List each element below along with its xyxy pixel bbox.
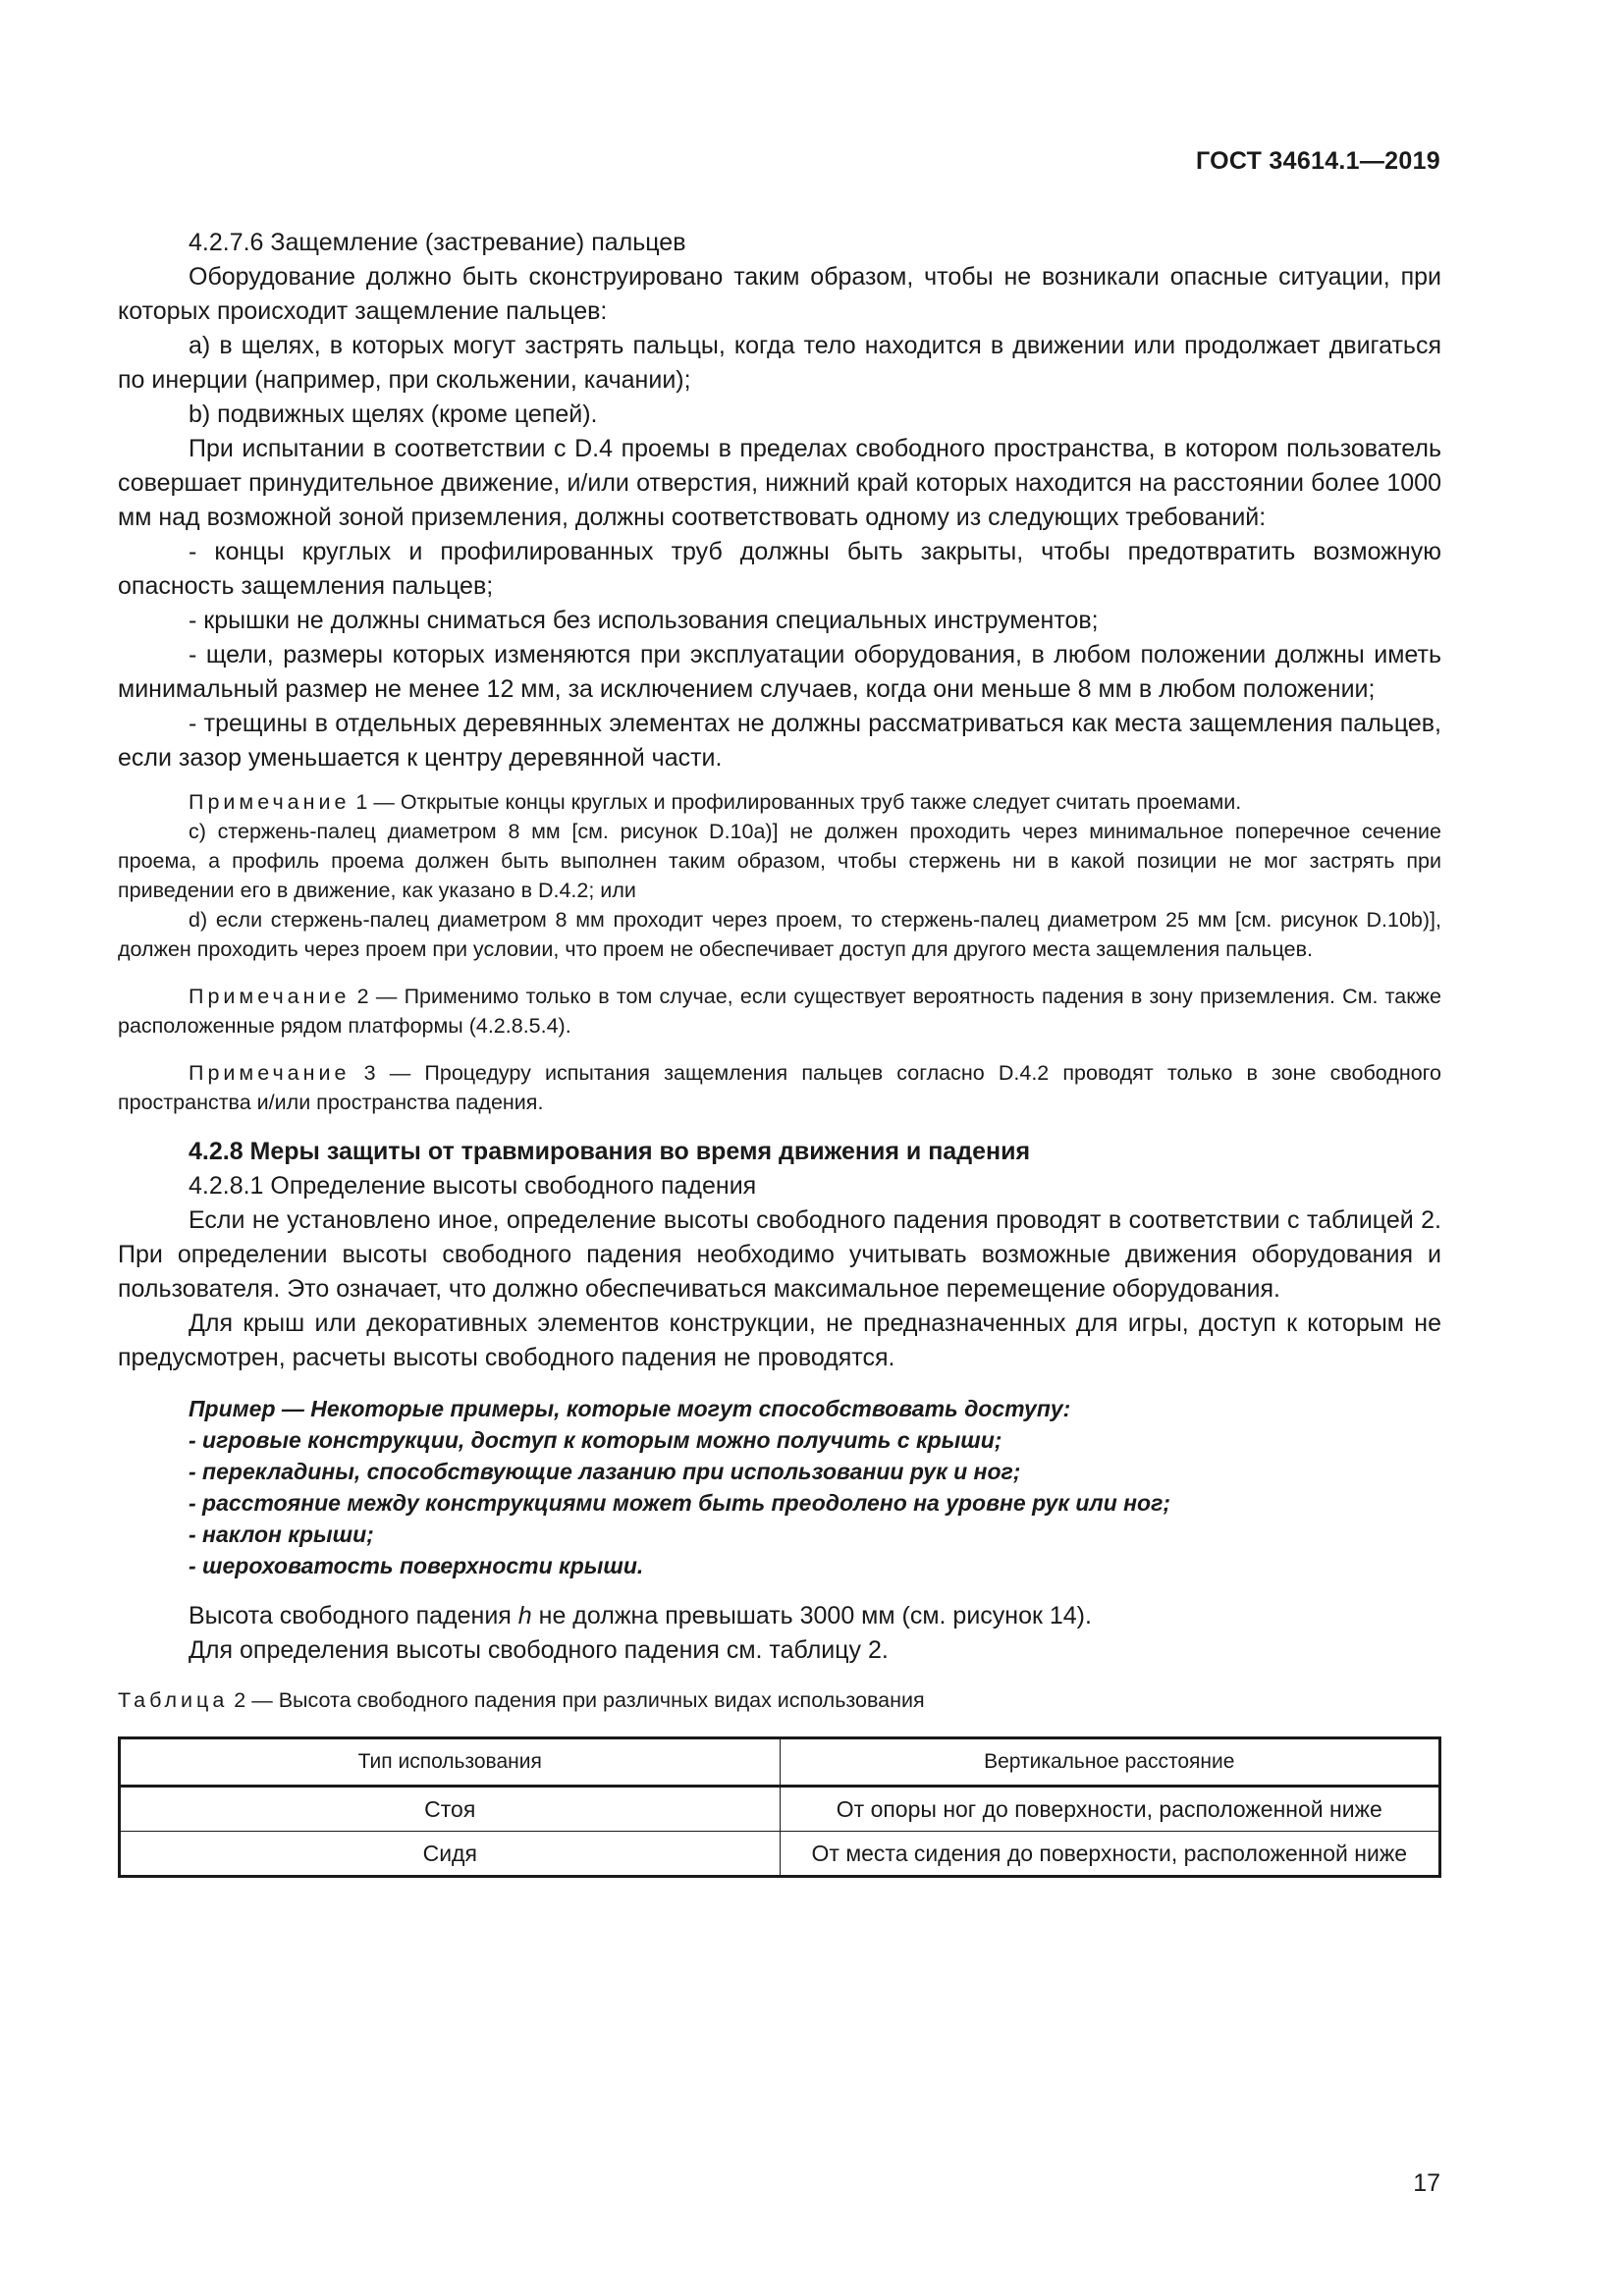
list-item-b: b) подвижных щелях (кроме цепей).: [189, 400, 598, 428]
subsection-heading-4281: 4.2.8.1 Определение высоты свободного падения: [189, 1172, 757, 1200]
table-header-cell: Вертикальное расстояние: [780, 1738, 1440, 1787]
document-body: [118, 226, 1441, 1878]
dash-item: - щели, размеры которых изменяются при эксплуатации оборудования, в любом положении должны иметь минимальный размер не менее 12 мм, за исключением случаев, когда они меньше 8 мм в любом положении;: [118, 641, 1441, 703]
example-line: - наклон крыши;: [189, 1522, 374, 1547]
note-text: 1 — Открытые концы круглых и профилированных труб также следует считать проемами.: [350, 790, 1242, 814]
example-line: Пример — Некоторые примеры, которые могут способствовать доступу:: [189, 1396, 1071, 1421]
note-label: Примечание: [189, 790, 351, 814]
note-3: [118, 1058, 1441, 1117]
table-header-row: [120, 1738, 1440, 1787]
text-run: Высота свободного падения: [189, 1602, 518, 1629]
table-row: [120, 1832, 1440, 1877]
table-cell: От места сидения до поверхности, расположенной ниже: [780, 1832, 1440, 1877]
table-caption-text: 2 — Высота свободного падения при различных видах использования: [228, 1688, 925, 1712]
note-1: [118, 787, 1441, 817]
dash-item: - концы круглых и профилированных труб должны быть закрыты, чтобы предотвратить возможную опасность защемления пальцев;: [118, 538, 1441, 600]
note-2: [118, 982, 1441, 1041]
example-line: - расстояние между конструкциями может быть преодолено на уровне рук или ног;: [189, 1490, 1171, 1516]
section-heading-4276: 4.2.7.6 Защемление (застревание) пальцев: [189, 229, 686, 256]
list-item-c: c) стержень-палец диаметром 8 мм [см. рисунок D.10а)] не должен проходить через минимальное поперечное сечение проема, а профиль проема должен быть выполнен таким образом, чтобы стержень ни в какой позиции не мог застрять при приведении его в движение, как указано в D.4.2; или: [118, 820, 1441, 902]
document-code: ГОСТ 34614.1—2019: [1195, 147, 1440, 175]
table-caption: [118, 1685, 1441, 1715]
dash-item: - трещины в отдельных деревянных элементах не должны рассматриваться как места защемления пальцев, если зазор уменьшается к центру деревянной части.: [118, 710, 1441, 772]
note-label: Примечание: [189, 985, 351, 1008]
table-cell: Стоя: [120, 1787, 781, 1832]
table-label: Таблица: [118, 1688, 229, 1712]
paragraph: Если не установлено иное, определение высоты свободного падения проводят в соответствии с таблицей 2. При определении высоты свободного падения необходимо учитывать возможные движения оборудования и пользователя. Это означает, что должно обеспечиваться максимальное перемещение оборудования.: [118, 1206, 1441, 1303]
note-text: 3 — Процедуру испытания защемления пальцев согласно D.4.2 проводят только в зоне свободного пространства и/или пространства падения.: [118, 1061, 1441, 1114]
note-label: Примечание: [189, 1061, 351, 1085]
paragraph: Для крыш или декоративных элементов конструкции, не предназначенных для игры, доступ к которым не предусмотрен, расчеты высоты свободного падения не проводятся.: [118, 1309, 1441, 1371]
list-item-d: d) если стержень-палец диаметром 8 мм проходит через проем, то стержень-палец диаметром 25 мм [см. рисунок D.10b)], должен проходить через проем при условии, что проем не обеспечивает доступ для другого места защемления пальцев.: [118, 908, 1441, 961]
variable-h: h: [517, 1602, 532, 1629]
table-cell: От опоры ног до поверхности, расположенной ниже: [780, 1787, 1440, 1832]
paragraph-fall-height: [118, 1599, 1441, 1633]
table-cell: Сидя: [120, 1832, 781, 1877]
example-line: - игровые конструкции, доступ к которым можно получить с крыши;: [189, 1427, 1002, 1453]
example-line: - перекладины, способствующие лазанию при использовании рук и ног;: [189, 1459, 1021, 1484]
text-run: не должна превышать 3000 мм (см. рисунок 14).: [531, 1602, 1092, 1629]
table-2: [118, 1736, 1441, 1878]
note-text: 2 — Применимо только в том случае, если существует вероятность падения в зону приземления. См. также расположенные рядом платформы (4.2.8.5.4).: [118, 985, 1441, 1038]
paragraph: Оборудование должно быть сконструировано таким образом, чтобы не возникали опасные ситуации, при которых происходит защемление пальцев:: [118, 263, 1441, 325]
table-row: [120, 1787, 1440, 1832]
paragraph: Для определения высоты свободного падения см. таблицу 2.: [189, 1636, 889, 1664]
paragraph: При испытании в соответствии с D.4 проемы в пределах свободного пространства, в котором пользователь совершает принудительное движение, и/или отверстия, нижний край которых находится на расстоянии более 1000 мм над возможной зоной приземления, должны соответствовать одному из следующих требований:: [118, 435, 1441, 531]
dash-item: - крышки не должны сниматься без использования специальных инструментов;: [189, 607, 1099, 634]
table-header-cell: Тип использования: [120, 1738, 781, 1787]
list-item-a: a) в щелях, в которых могут застрять пальцы, когда тело находится в движении или продолжает двигаться по инерции (например, при скольжении, качании);: [118, 332, 1441, 394]
section-title-428: 4.2.8 Меры защиты от травмирования во время движения и падения: [189, 1138, 1031, 1165]
example-line: - шероховатость поверхности крыши.: [189, 1553, 644, 1578]
page-number: 17: [1413, 2169, 1440, 2197]
